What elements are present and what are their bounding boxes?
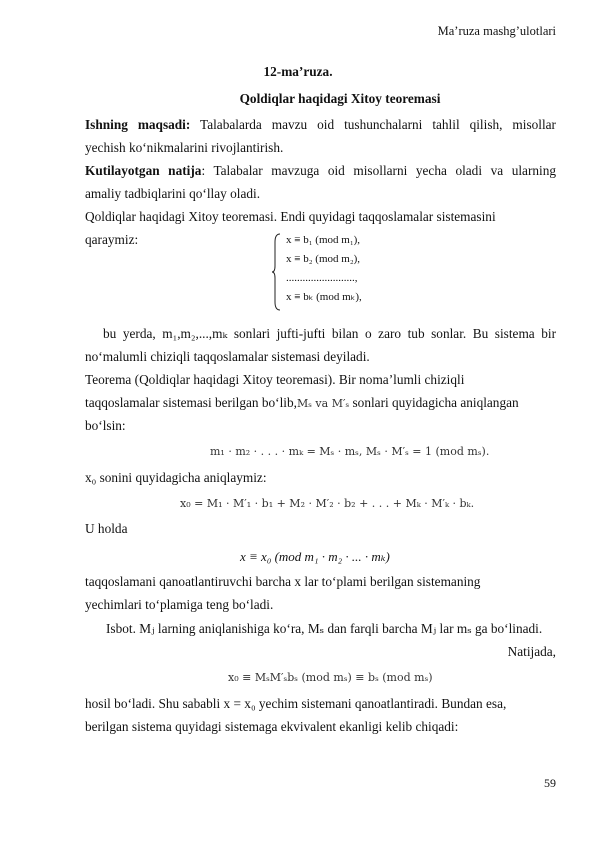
system-row-4: x ≡ bₖ (mod mₖ),: [286, 291, 362, 303]
proof-line-1: Isbot. Mⱼ larning aniqlanishiga ko‘ra, Mₛ dan farqli barcha Mⱼ lar mₛ ga bo‘linadi.: [106, 621, 543, 636]
system-row-2: x ≡ b₂ (mod m₂),: [286, 253, 361, 265]
final-line-1: hosil bo‘ladi. Shu sababli x = x₀ yechim sistemani qanoatlantiradi. Bundan esa,: [85, 696, 507, 711]
system-row-3: .........................,: [286, 272, 358, 284]
formula-2: x₀ = M₁ · M′₁ · b₁ + M₂ · M′₂ · b₂ + . . . + Mₖ · M′ₖ · bₖ.: [180, 497, 475, 510]
goal-line-2: yechish ko‘nikmalarini rivojlantirish.: [85, 140, 284, 155]
theorem-line-1: Teorema (Qoldiqlar haqidagi Xitoy teoremasi). Bir noma’lumli chiziqli: [85, 372, 465, 387]
system-row-1: x ≡ b₁ (mod m₁),: [286, 234, 361, 246]
theorem-line-2: [85, 394, 556, 412]
para1-line-2: no‘malumli chiziqli taqqoslamalar sistemasi deyiladi.: [85, 349, 370, 364]
expected-line-1: [85, 162, 556, 179]
formula-4: x₀ ≡ MₛM′ₛbₛ (mod mₛ) ≡ bₛ (mod mₛ): [228, 671, 433, 684]
intro-line-2: qaraymiz:: [85, 232, 139, 247]
intro-line-1: Qoldiqlar haqidagi Xitoy teoremasi. Endi quyidagi taqqoslamalar sistemasini: [85, 209, 496, 224]
theorem-text-a: taqqoslamalar sistemasi berilgan bo‘lib,: [85, 395, 297, 410]
formula-3: x ≡ x₀ (mod m₁ · m₂ · ... · mₖ): [240, 549, 390, 564]
theorem-line-3: bo‘lsin:: [85, 418, 126, 433]
formula-1: m₁ · m₂ · . . . · mₖ = Mₛ · mₛ, Mₛ · M′ₛ = 1 (mod mₛ).: [210, 445, 490, 458]
final-line-2: berilgan sistema quyidagi sistemaga ekvivalent ekanligi kelib chiqadi:: [85, 719, 459, 734]
goal-line-1: [85, 116, 556, 133]
expected-label: Kutilayotgan natija: [85, 163, 202, 178]
conclusion-line-2: yechimlari to‘plamiga teng bo‘ladi.: [85, 597, 274, 612]
left-brace-icon: [272, 232, 282, 312]
page-number: 59: [544, 776, 556, 790]
lecture-title: Qoldiqlar haqidagi Xitoy teoremasi: [239, 91, 441, 106]
expected-line-2: amaliy tadbiqlarini qo‘llay oladi.: [85, 186, 261, 201]
theorem-text-b: sonlari quyidagicha aniqlangan: [349, 395, 519, 410]
theorem-math: Mₛ va M′ₛ: [296, 397, 350, 410]
then-text: U holda: [85, 521, 128, 536]
goal-text: Talabalarda mavzu oid tushunchalarni tahlil qilish, misollar: [190, 117, 556, 132]
lecture-number: 12-ma’ruza.: [263, 64, 333, 79]
para1-line-1: bu yerda, m₁,m₂,...,mₖ sonlari jufti-jufti bilan o zaro tub sonlar. Bu sistema bir: [103, 326, 556, 341]
congruence-system: [272, 232, 392, 312]
expected-text: : Talabalar mavzuga oid misollarni yecha oladi va ularning: [201, 163, 557, 178]
conclusion-line-1: taqqoslamani qanoatlantiruvchi barcha x lar to‘plami berilgan sistemaning: [85, 574, 481, 589]
proof-line-2: Natijada,: [507, 644, 556, 659]
goal-label: Ishning maqsadi:: [85, 117, 191, 132]
running-header: Ma’ruza mashg’ulotlari: [437, 24, 556, 38]
x0-definition: x₀ sonini quyidagicha aniqlaymiz:: [85, 470, 267, 485]
